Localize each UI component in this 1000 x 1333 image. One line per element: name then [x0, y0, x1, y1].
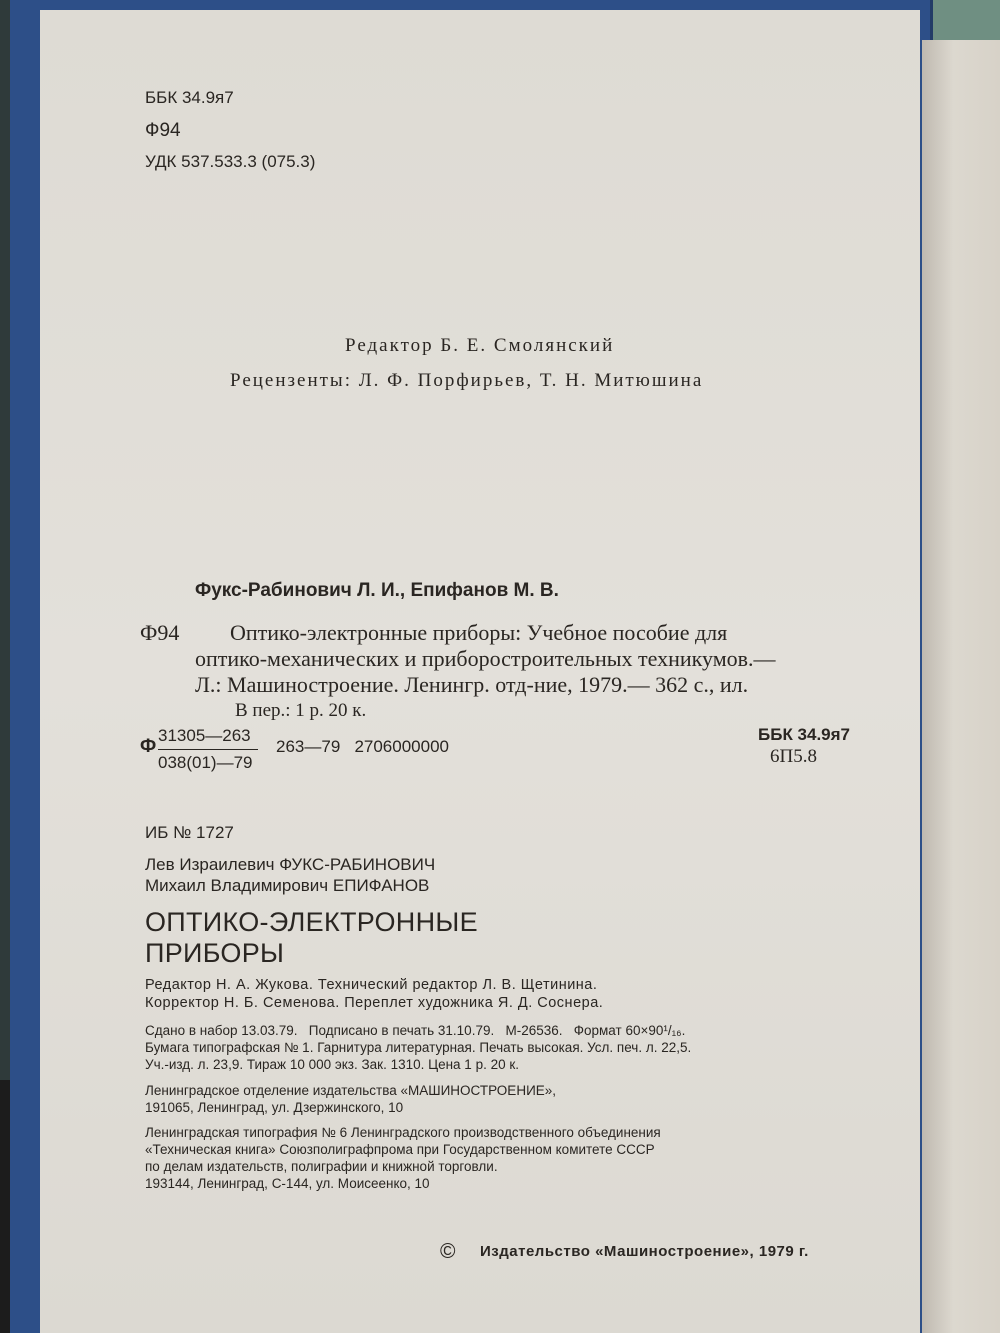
copyright-text: Издательство «Машиностроение», 1979 г.	[480, 1243, 809, 1260]
catalog-card-code: Ф94	[140, 620, 180, 645]
index-fraction	[158, 722, 268, 782]
catalog-bbk: ББК 34.9я7	[758, 725, 850, 744]
catalog-line: Л.: Машиностроение. Ленингр. отд-ние, 1979.— 362 с., ил.	[195, 672, 749, 697]
print-details: Уч.-изд. л. 23,9. Тираж 10 000 экз. Зак. 1310. Цена 1 р. 20 к.	[145, 1057, 519, 1072]
adjacent-page	[922, 40, 1000, 1333]
printer-info: 193144, Ленинград, С-144, ул. Моисеенко, 10	[145, 1176, 430, 1191]
fraction-denominator: 038(01)—79	[158, 753, 253, 772]
catalog-udc: 6П5.8	[770, 746, 817, 767]
book-page	[40, 10, 920, 1333]
book-title: ОПТИКО-ЭЛЕКТРОННЫЕ	[145, 907, 478, 937]
editor-credit: Редактор Б. Е. Смолянский	[345, 335, 615, 356]
catalog-code: Ф94	[145, 120, 181, 141]
catalog-line: оптико-механических и приборостроительных техникумов.—	[195, 646, 776, 671]
catalog-price: В пер.: 1 р. 20 к.	[235, 700, 367, 721]
catalog-line: Оптико-электронные приборы: Учебное пособие для	[230, 620, 728, 645]
print-details: Сдано в набор 13.03.79. Подписано в печать 31.10.79. М-26536. Формат 60×90¹/₁₆.	[145, 1023, 686, 1038]
index-letter: Ф	[140, 736, 157, 757]
bbk-code: ББК 34.9я7	[145, 88, 234, 107]
print-details: Бумага типографская № 1. Гарнитура литературная. Печать высокая. Усл. печ. л. 22,5.	[145, 1040, 692, 1055]
ib-number: ИБ № 1727	[145, 823, 234, 842]
catalog-authors: Фукс-Рабинович Л. И., Епифанов М. В.	[195, 580, 559, 601]
publisher-info: Ленинградское отделение издательства «МАШИНОСТРОЕНИЕ»,	[145, 1083, 557, 1098]
publisher-info: 191065, Ленинград, ул. Дзержинского, 10	[145, 1100, 404, 1115]
staff-credits: Корректор Н. Б. Семенова. Переплет художника Я. Д. Соснера.	[145, 995, 604, 1011]
udk-code: УДК 537.533.3 (075.3)	[145, 152, 316, 171]
printer-info: «Техническая книга» Союзполиграфпрома при Государственном комитете СССР	[145, 1142, 655, 1157]
printer-info: по делам издательств, полиграфии и книжной торговли.	[145, 1159, 498, 1174]
copyright-icon: ©	[440, 1240, 456, 1263]
staff-credits: Редактор Н. А. Жукова. Технический редактор Л. В. Щетинина.	[145, 977, 598, 993]
printer-info: Ленинградская типография № 6 Ленинградского производственного объединения	[145, 1125, 661, 1140]
author-full-name: Лев Израилевич ФУКС-РАБИНОВИЧ	[145, 855, 436, 874]
fraction-bar	[158, 749, 258, 750]
author-full-name: Михаил Владимирович ЕПИФАНОВ	[145, 876, 430, 895]
fraction-numerator: 31305—263	[158, 726, 251, 745]
reviewers-credit: Рецензенты: Л. Ф. Порфирьев, Т. Н. Митюшина	[230, 370, 704, 391]
book-title: ПРИБОРЫ	[145, 938, 285, 968]
index-numbers: 263—79 2706000000	[276, 737, 449, 756]
